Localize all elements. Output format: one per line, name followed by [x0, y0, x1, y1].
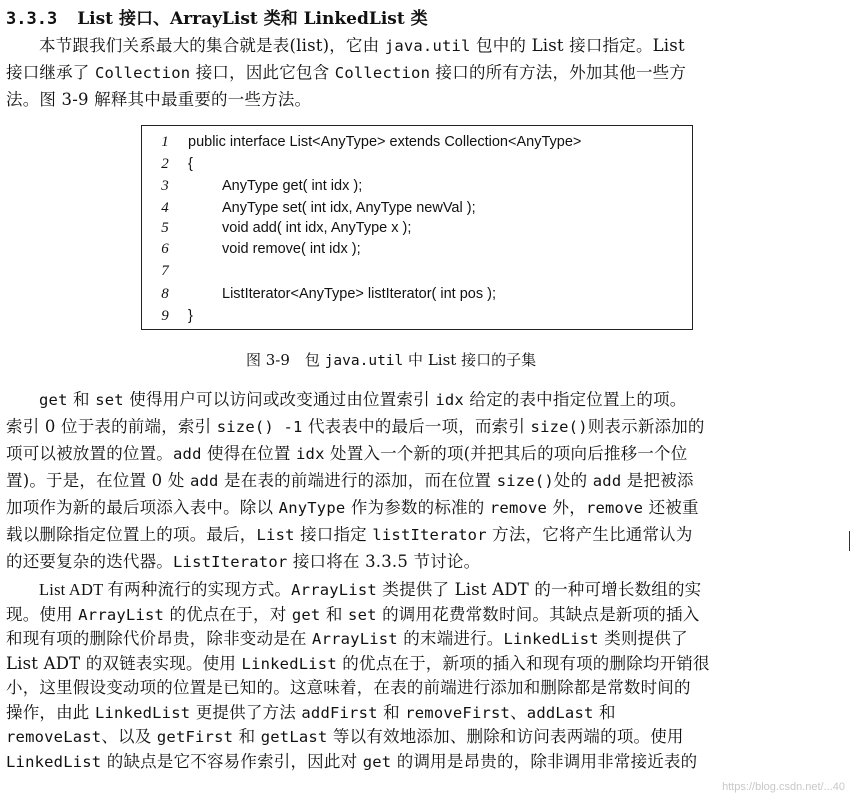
text-line: removeLast、以及 getFirst 和 getLast 等以有效地添加、删除和访问表两端的项。使用 — [6, 727, 684, 746]
text-line: List ADT 的双链表实现。使用 LinkedList 的优点在于，新项的插入和现有项的删除均开销很 — [6, 653, 710, 673]
text-line: 置)。于是，在位置 0 处 add 是在表的前端进行的添加，而在位置 size()处的 add 是把被添 — [6, 471, 694, 490]
text-line: 小，这里假设变动项的位置是已知的。这意味着，在表的前端进行添加和删除都是常数时间的 — [6, 678, 691, 697]
code-line: 1 public interface List<AnyType> extends Collection<AnyType> — [161, 134, 582, 150]
text-line: 的还要复杂的迭代器。ListIterator 接口将在 3.3.5 节讨论。 — [6, 552, 481, 571]
code-line: 6 void remove( int idx ); — [161, 241, 361, 257]
text-line: 加项作为新的最后项添入表中。除以 AnyType 作为参数的标准的 remove 外，remove 还被重 — [6, 498, 699, 517]
text-line: 索引 0 位于表的前端，索引 size() -1 代表表中的最后一项，而索引 size()则表示新添加的 — [6, 417, 705, 436]
text-line: LinkedList 的缺点是它不容易作索引，因此对 get 的调用是昂贵的，除非调用非常接近表的 — [6, 751, 698, 771]
methods-paragraph — [6, 386, 834, 575]
text-line: get 和 set 使得用户可以访问或改变通过由位置索引 idx 给定的表中指定位置上的项。 — [39, 390, 687, 409]
text-line: 接口继承了 Collection 接口，因此它包含 Collection 接口的所有方法，外加其他一些方 — [6, 63, 687, 82]
text-line: 本节跟我们关系最大的集合就是表(list)，它由 java.util 包中的 List 接口指定。List — [39, 36, 685, 55]
code-line: 5 void add( int idx, AnyType x ); — [161, 220, 412, 236]
code-line: 7 — [161, 263, 169, 279]
code-line: 8 ListIterator<AnyType> listIterator( int pos ); — [161, 286, 497, 302]
text-line: 载以删除指定位置上的项。最后，List 接口指定 listIterator 方法，它将产生比通常认为 — [6, 525, 693, 544]
code-figure-box — [141, 125, 693, 330]
figure-caption: 图 3-9 包 java.util 中 List 接口的子集 — [246, 351, 537, 369]
implementations-paragraph — [6, 578, 834, 774]
text-cursor-mark — [849, 531, 850, 551]
text-line: List ADT 有两种流行的实现方式。ArrayList 类提供了 List ADT 的一种可增长数组的实 — [39, 580, 702, 599]
text-line: 法。图 3-9 解释其中最重要的一些方法。 — [6, 90, 312, 109]
section-heading — [6, 4, 428, 29]
text-line: 和现有项的删除代价昂贵，除非变动是在 ArrayList 的末端进行。LinkedList 类则提供了 — [6, 629, 688, 648]
text-line: 操作，由此 LinkedList 更提供了方法 addFirst 和 removeFirst、addLast 和 — [6, 702, 616, 722]
code-line: 4 AnyType set( int idx, AnyType newVal ); — [161, 200, 476, 216]
watermark: https://blog.csdn.net/...40 — [722, 781, 845, 793]
section-number: 3.3.3 — [6, 9, 58, 29]
section-title: List 接口、ArrayList 类和 LinkedList 类 — [77, 9, 428, 29]
code-line: 9 } — [161, 308, 193, 324]
text-line: 现。使用 ArrayList 的优点在于，对 get 和 set 的调用花费常数时间。其缺点是新项的插入 — [6, 604, 700, 624]
code-line: 3 AnyType get( int idx ); — [161, 178, 363, 194]
code-line: 2 { — [161, 156, 193, 172]
text-line: 项可以被放置的位置。add 使得在位置 idx 处置入一个新的项(并把其后的项向后推移一个位 — [6, 444, 688, 463]
intro-paragraph — [6, 32, 834, 113]
